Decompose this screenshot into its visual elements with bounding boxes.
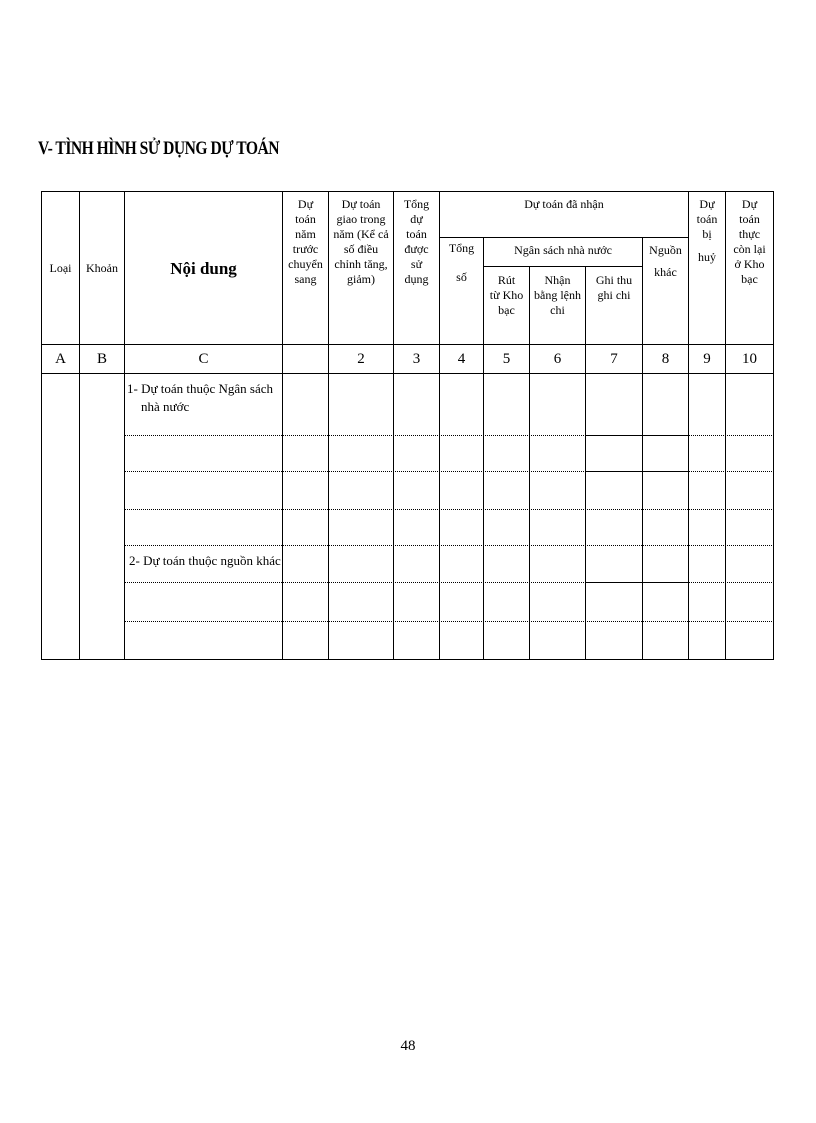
code-7: 7	[610, 350, 618, 367]
code-5: 5	[502, 350, 511, 367]
header-received: Dự toán đã nhận	[524, 197, 604, 211]
code-b: B	[96, 350, 107, 367]
header-record-in-out: Ghi thu ghi chi	[595, 273, 633, 302]
code-2: 2	[357, 350, 365, 367]
code-1	[283, 345, 328, 373]
header-other-sources: Nguồn khác	[649, 243, 682, 279]
header-prior-year: Dự toán năm trước chuyển sang	[288, 197, 323, 286]
header-loai: Loại	[49, 260, 72, 275]
page-number: 48	[400, 1038, 416, 1054]
code-4: 4	[457, 350, 466, 367]
header-by-order: Nhận bằng lệnh chi	[534, 273, 581, 317]
header-tong-so: Tổng số	[448, 241, 475, 284]
code-3: 3	[412, 350, 421, 367]
header-state-budget: Ngân sách nhà nước	[514, 243, 612, 257]
budget-usage-table	[41, 191, 774, 660]
header-cancelled: Dự toán bị huỷ	[696, 197, 718, 264]
header-noi-dung: Nội dung	[170, 258, 237, 278]
header-total-usable: Tổng dự toán được sử dụng	[403, 197, 430, 286]
code-9: 9	[703, 350, 711, 367]
row-state-budget-line1: 1- Dự toán thuộc Ngân sách	[127, 381, 274, 396]
row-other-sources: 2- Dự toán thuộc nguồn khác	[129, 553, 281, 568]
code-8: 8	[661, 350, 670, 367]
header-remaining-treasury: Dự toán thực còn lại ở Kho bạc	[733, 197, 766, 286]
header-assigned-in-year: Dự toán giao trong năm (Kể cả số điều chỉnh tăng, giảm)	[333, 197, 389, 286]
code-6: 6	[553, 350, 562, 367]
code-10: 10	[742, 350, 757, 367]
section-title: V- TÌNH HÌNH SỬ DỤNG DỰ TOÁN	[38, 138, 280, 159]
code-c: C	[198, 350, 209, 367]
header-khoan: Khoản	[86, 260, 118, 275]
row-state-budget-line2: nhà nước	[141, 399, 190, 414]
code-a: A	[55, 350, 66, 367]
header-withdrawn-treasury: Rút từ Kho bạc	[489, 273, 524, 317]
